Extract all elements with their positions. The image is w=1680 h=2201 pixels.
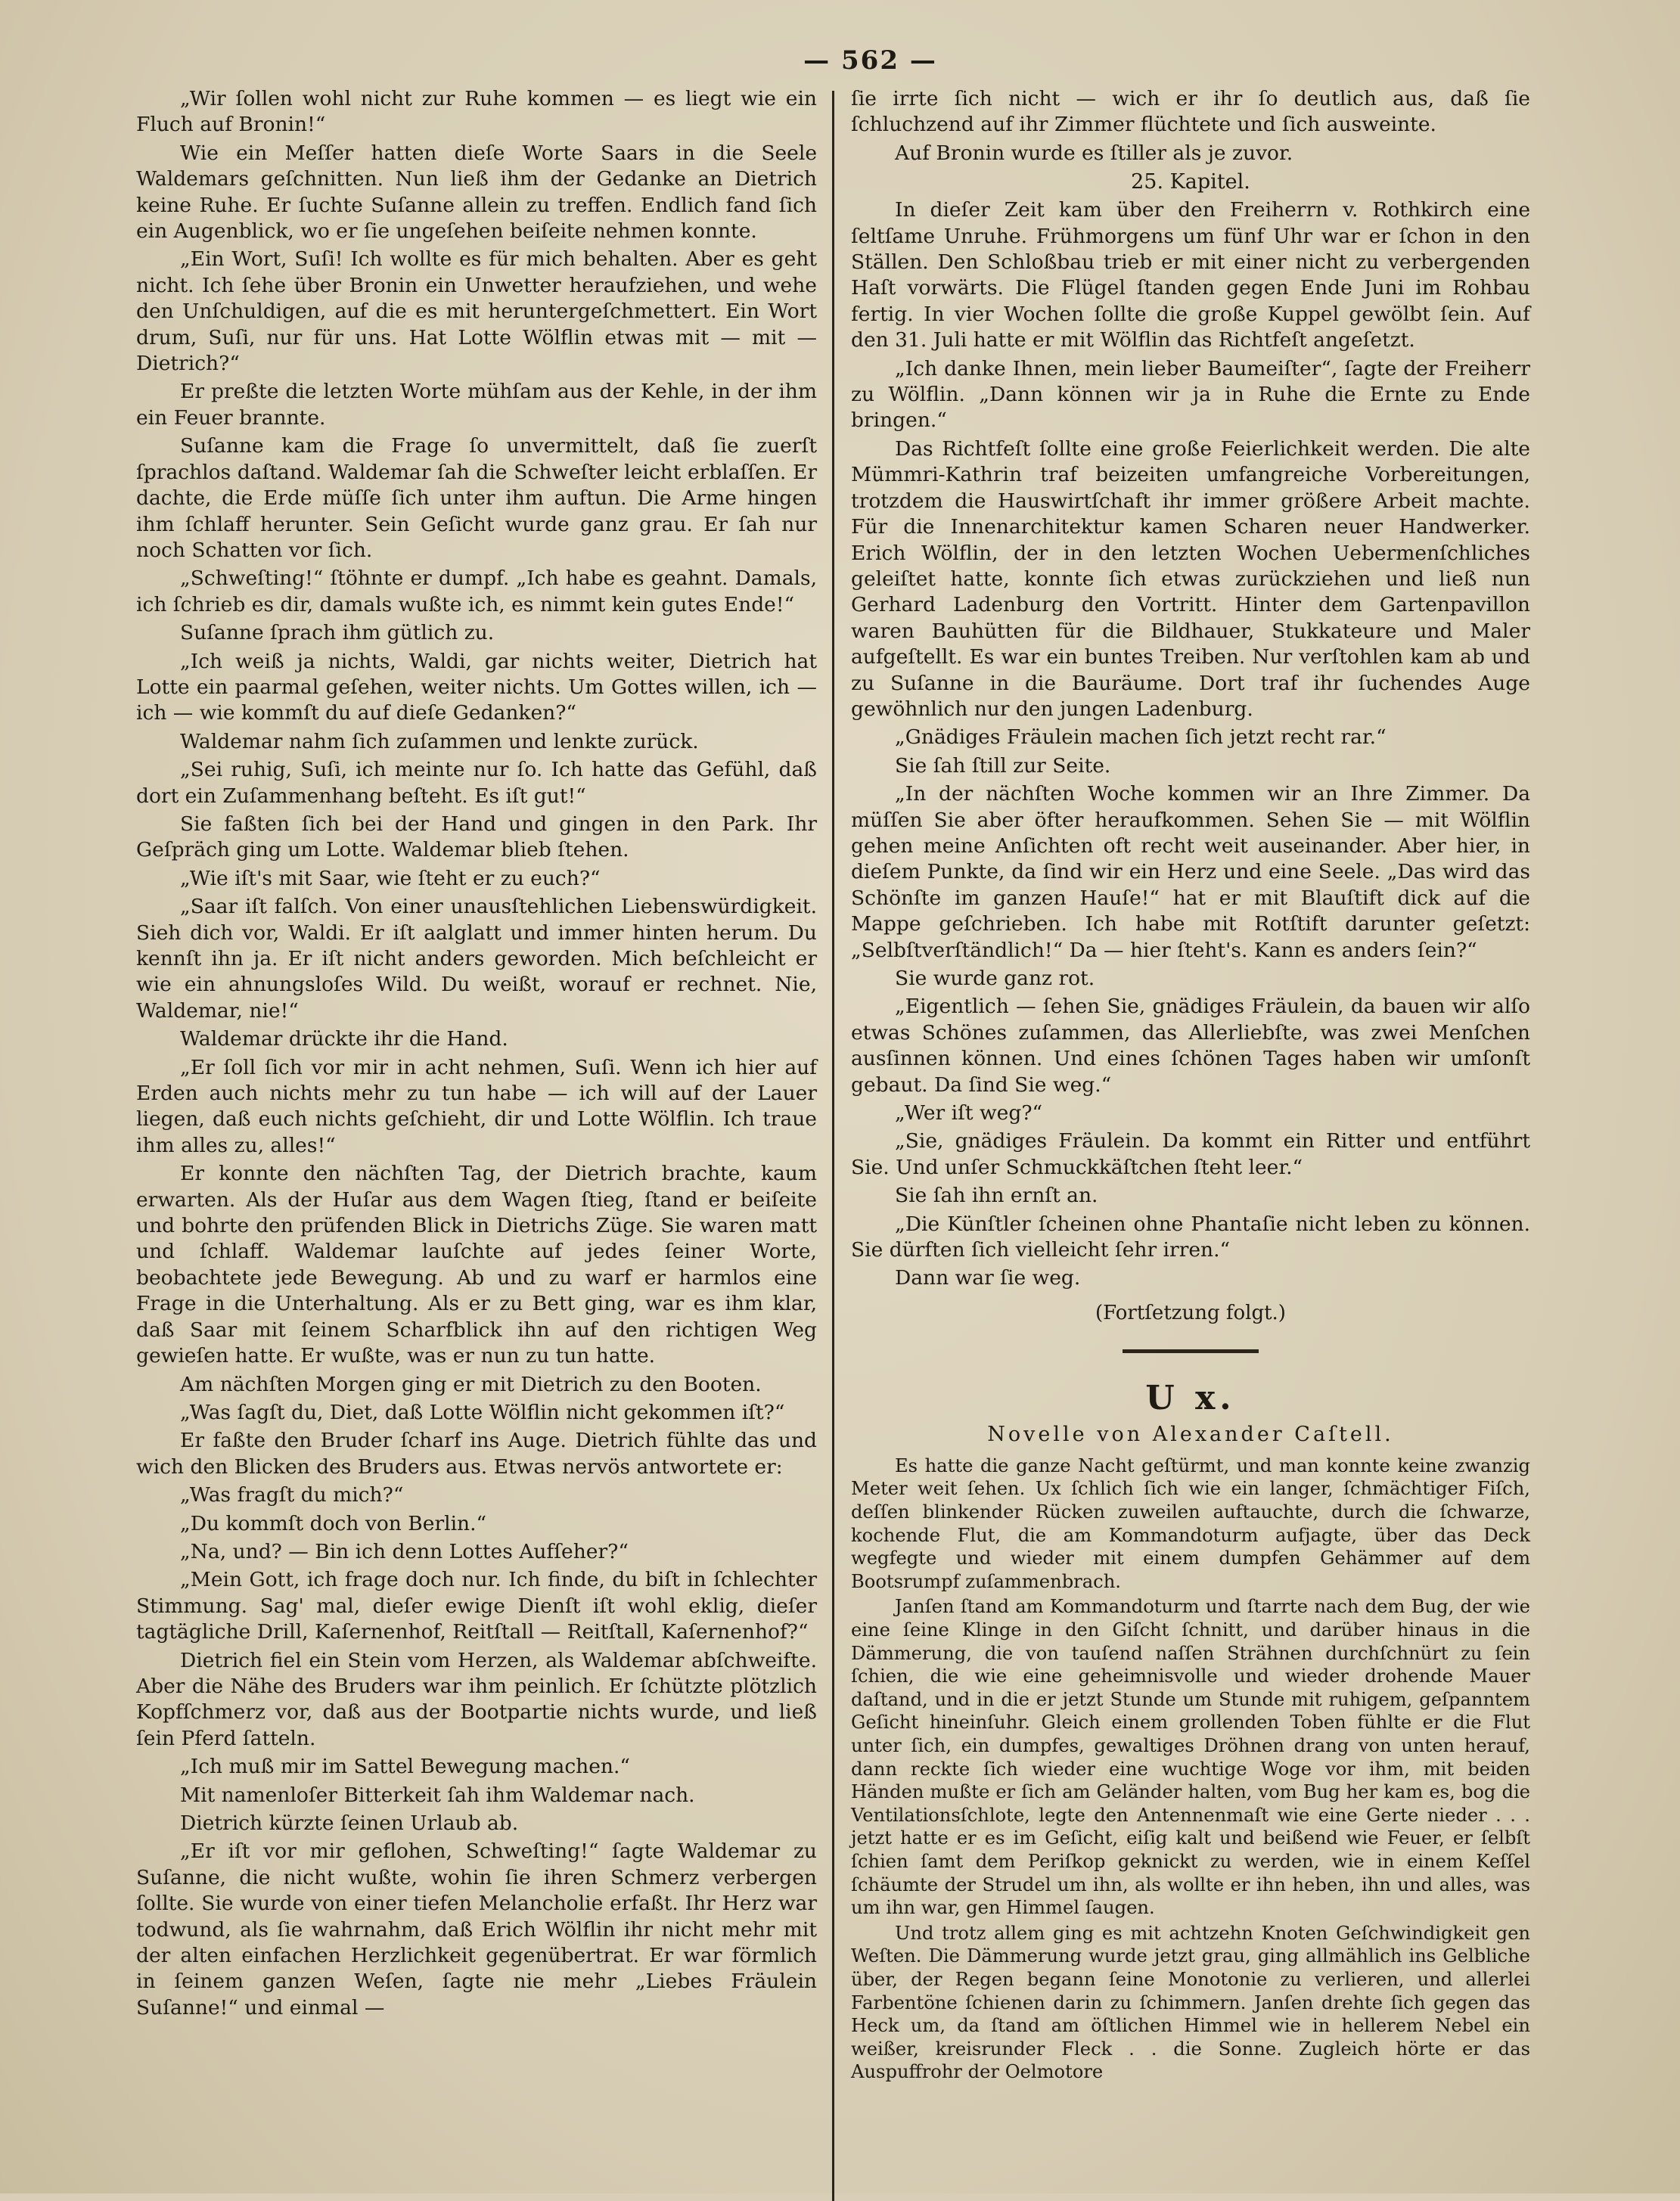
paragraph: Waldemar drückte ihr die Hand. (180, 1027, 508, 1051)
paragraph: „Saar iſt falſch. Von einer unausſtehlichen Liebenswürdigkeit. Sieh dich vor, Waldi. Er iſt aalglatt und immer hinten herum. Du kennſt ihn ja. Er iſt nicht anders geworden. Mich beſchleicht er wie ein ahnungsloſes Wild. Du weißt, worauf er rechnet. Nie, Waldemar, nie!“ (136, 895, 817, 1023)
chapter-heading: 25. Kapitel. (1131, 170, 1250, 194)
paragraph: Am nächſten Morgen ging er mit Dietrich zu den Booten. (180, 1372, 762, 1396)
paragraph: „Er iſt vor mir geflohen, Schweſting!“ ſagte Waldemar zu Suſanne, die nicht wußte, wohin ſie ihren Schmerz verbergen ſollte. Sie wurde von einer tiefen Melancholie erfaßt. Ihr Herz war todwund, als ſie wahrnahm, daß Erich Wölflin ihr nicht mehr mit der alten einfachen Herzlichkeit gegenübertrat. Er war förmlich in ſeinem ganzen Weſen, ſagte nie mehr „Liebes Fräulein Suſanne!“ und einmal — (136, 1839, 817, 2019)
paragraph: Dann war ſie weg. (895, 1266, 1081, 1290)
paragraph: Und trotz allem ging es mit achtzehn Knoten Geſchwindigkeit gen Weſten. Die Dämmerung wurde jetzt grau, ging allmählich ins Gelbliche über, der Regen begann ſeine Monotonie zu verlieren, und allerlei Farbentöne ſchienen darin zu ſchimmern. Janſen drehte ſich gegen das Heck um, da ſtand am öſtlichen Himmel wie in hellerem Nebel ein weißer, kreisrunder Fleck . . die Sonne. Zugleich hörte er das Auspuffrohr der Oelmotore (851, 1922, 1530, 2083)
paragraph: „Ein Wort, Suſi! Ich wollte es für mich behalten. Aber es geht nicht. Ich ſehe über Bronin ein Unwetter heraufziehen, und wehe den Unſchuldigen, auf die es mit heruntergeſchmettert. Ein Wort drum, Suſi, nur für uns. Hat Lotte Wölflin etwas mit — mit — Dietrich?“ (136, 247, 817, 376)
paragraph: „Ich weiß ja nichts, Waldi, gar nichts weiter, Dietrich hat Lotte ein paarmal geſehen, weiter nichts. Um Gottes willen, ich — ich — wie kommſt du auf dieſe Gedanken?“ (136, 649, 817, 725)
paragraph: „Die Künſtler ſcheinen ohne Phantaſie nicht leben zu können. Sie dürften ſich vielleicht ſehr irren.“ (851, 1212, 1530, 1262)
paragraph: Sie ſah ſtill zur Seite. (895, 753, 1111, 778)
paragraph: Sie ſah ihn ernſt an. (895, 1184, 1098, 1208)
paragraph: „Sie, gnädiges Fräulein. Da kommt ein Ritter und entführt Sie. Und unſer Schmuckkäſtchen ſteht leer.“ (851, 1129, 1530, 1179)
paragraph: ſie irrte ſich nicht — wich er ihr ſo deutlich aus, daß ſie ſchluchzend auf ihr Zimmer flüchtete und ſich ausweinte. (851, 87, 1530, 137)
paragraph: „Was ſagſt du, Diet, daß Lotte Wölflin nicht gekommen iſt?“ (180, 1400, 785, 1424)
paragraph: „Sei ruhig, Suſi, ich meinte nur ſo. Ich hatte das Gefühl, daß dort ein Zuſammenhang beſteht. Es iſt gut!“ (136, 758, 817, 808)
page-number: — 562 — (803, 45, 937, 76)
paragraph: Suſanne ſprach ihm gütlich zu. (180, 621, 495, 645)
paragraph: „Wer iſt weg?“ (895, 1101, 1043, 1125)
paragraph: Er konnte den nächſten Tag, der Dietrich brachte, kaum erwarten. Als der Huſar aus dem Wagen ſtieg, ſtand er beiſeite und bohrte den prüfenden Blick in Dietrichs Züge. Sie waren matt und ſchlaff. Waldemar lauſchte auf jedes ſeiner Worte, beobachtete jede Bewegung. Ab und zu warf er harmlos eine Frage in die Unterhaltung. Als er zu Bett ging, war es ihm klar, daß Saar mit ſeinem Scharfblick ihn auf den richtigen Weg gewieſen hatte. Er wußte, was er nun zu tun hatte. (136, 1162, 817, 1368)
paragraph: Wie ein Meſſer hatten dieſe Worte Saars in die Seele Waldemars geſchnitten. Nun ließ ihm der Gedanke an Dietrich keine Ruhe. Er ſuchte Suſanne allein zu treffen. Endlich fand ſich ein Augenblick, wo er ſie ungeſehen beiſeite nehmen konnte. (136, 141, 817, 244)
paragraph: Er preßte die letzten Worte mühſam aus der Kehle, in der ihm ein Feuer brannte. (136, 380, 817, 430)
paragraph: „Er ſoll ſich vor mir in acht nehmen, Suſi. Wenn ich hier auf Erden auch nichts mehr zu tun habe — ich will auf der Lauer liegen, daß euch nichts geſchieht, dir und Lotte Wölflin. Ich traue ihm alles zu, alles!“ (136, 1055, 817, 1157)
paragraph: „Du kommſt doch von Berlin.“ (180, 1511, 487, 1535)
paragraph: „Na, und? — Bin ich denn Lottes Aufſeher?“ (180, 1539, 629, 1563)
section-rule (1123, 1349, 1259, 1353)
paragraph: „Mein Gott, ich frage doch nur. Ich finde, du biſt in ſchlechter Stimmung. Sag' mal, dieſer ewige Dienſt iſt wohl eklig, dieſer tagtägliche Drill, Kaſernenhof, Reitſtall — Reitſtall, Kaſernenhof?“ (136, 1568, 817, 1644)
paragraph: Sie faßten ſich bei der Hand und gingen in den Park. Ihr Geſpräch ging um Lotte. Waldemar blieb ſtehen. (136, 812, 817, 862)
paragraph: Suſanne kam die Frage ſo unvermittelt, daß ſie zuerſt ſprachlos daſtand. Waldemar ſah die Schweſter leicht erblaſſen. Er dachte, die Erde müſſe ſich unter ihm auftun. Die Arme hingen ihm ſchlaff herunter. Sein Geſicht wurde ganz grau. Er ſah nur noch Schatten vor ſich. (136, 434, 817, 562)
paragraph: „In der nächſten Woche kommen wir an Ihre Zimmer. Da müſſen Sie aber öfter heraufkommen. Sehen Sie — mit Wölflin gehen meine Anſichten oft recht weit auseinander. Aber hier, in dieſem Punkte, da ſind wir ein Herz und eine Seele. „Das wird das Schönſte im ganzen Hauſe!“ hat er mit Blauſtift dick auf die Mappe geſchrieben. Ich habe mit Rotſtift darunter geſetzt: „Selbſtverſtändlich!“ Da — hier ſteht's. Kann es anders ſein?“ (851, 782, 1530, 962)
paragraph: „Ich danke Ihnen, mein lieber Baumeiſter“, ſagte der Freiherr zu Wölflin. „Dann können wir ja in Ruhe die Ernte zu Ende bringen.“ (851, 356, 1530, 433)
paragraph: Sie wurde ganz rot. (895, 967, 1095, 990)
paragraph: Es hatte die ganze Nacht geſtürmt, und man konnte keine zwanzig Meter weit ſehen. Ux ſchlich ſich wie ein langer, ſchmächtiger Fiſch, deſſen blinkender Rücken zuweilen auftauchte, durch die ſchwarze, kochende Flut, die am Kommandoturm aufjagte, über das Deck wegfegte und wieder mit einem dumpfen Gehämmer auf dem Bootsrumpf zuſammenbrach. (851, 1454, 1530, 1592)
chapter-continuation (851, 86, 1530, 166)
paragraph: „Gnädiges Fräulein machen ſich jetzt recht rar.“ (895, 725, 1387, 750)
paragraph: „Was fragſt du mich?“ (180, 1483, 404, 1507)
paragraph: Waldemar nahm ſich zuſammen und lenkte zurück. (180, 729, 699, 753)
paragraph: Janſen ſtand am Kommandoturm und ſtarrte nach dem Bug, der wie eine ſeine Klinge in den Giſcht ſchnitt, und darüber hinaus in die Dämmerung, die von tauſend naſſen Strähnen durchſchnürt zu ſein ſchien, die wie eine geheimnisvolle und wieder drohende Mauer daſtand, und in die er jetzt Stunde um Stunde mit ruhigem, geſpanntem Geſicht hineinſuhr. Gleich einem grollenden Toben fühlte er die Flut unter ſich, ein dumpfes, gewaltiges Dröhnen drang von unten herauf, dann reckte ſich wieder eine wuchtige Woge vor ihm, mit beiden Händen mußte er ſich am Geländer halten, vom Bug her kam es, bog die Ventilationsſchlote, legte den Antennenmaſt wie eine Gerte nieder . . . jetzt hatte er es im Geſicht, eiſig kalt und beißend wie Feuer, er ſelbſt ſchien ſamt dem Periſkop geknickt zu werden, wie in einem Keſſel ſchäumte der Strudel um ihn, als wollte er ihn heben, ihn und alles, was um ihn war, gen Himmel ſaugen. (851, 1596, 1530, 1919)
story-title: U x. (1145, 1378, 1236, 1417)
paragraph: „Ich muß mir im Sattel Bewegung machen.“ (180, 1755, 630, 1779)
paragraph: Er faßte den Bruder ſcharf ins Auge. Dietrich fühlte das und wich den Blicken des Bruders aus. Etwas nervös antwortete er: (136, 1429, 817, 1479)
story-byline: Novelle von Alexander Caſtell. (987, 1422, 1394, 1446)
left-column (136, 86, 832, 2201)
right-column (834, 86, 1530, 2201)
paragraph: Das Richtfeſt ſollte eine große Feierlichkeit werden. Die alte Mümmri-Kathrin traf beizeiten umfangreiche Vorbereitungen, trotzdem die Hauswirtſchaft ihr immer größere Arbeit machte. Für die Innenarchitektur kamen Scharen neuer Handwerker. Erich Wölflin, der in den letzten Wochen Uebermenſchliches geleiſtet hatte, konnte ſich etwas zurückziehen und ließ nun Gerhard Ladenburg den Vortritt. Hinter dem Gartenpavillon waren Bauhütten für die Bildhauer, Stukkateure und Maler aufgeſtellt. Es war ein buntes Treiben. Nur verſtohlen kam ab und zu Suſanne in die Bauräume. Dort traf ihr ſuchendes Auge gewöhnlich nur den jungen Ladenburg. (851, 436, 1530, 721)
paragraph: „Wie iſt's mit Saar, wie ſteht er zu euch?“ (180, 866, 601, 890)
continued-note: (Fortſetzung folgt.) (1095, 1301, 1286, 1324)
paragraph: Mit namenloſer Bitterkeit ſah ihm Waldemar nach. (180, 1783, 695, 1807)
paragraph: „Schweſting!“ ſtöhnte er dumpf. „Ich habe es geahnt. Damals, ich ſchrieb es dir, damals wußte ich, es nimmt kein gutes Ende!“ (136, 567, 817, 616)
story-text (851, 1454, 1530, 2084)
paragraph: Auf Bronin wurde es ſtiller als je zuvor. (895, 141, 1293, 165)
paragraph: „Wir ſollen wohl nicht zur Ruhe kommen — es liegt wie ein Fluch auf Bronin!“ (136, 87, 817, 137)
columns (136, 86, 1604, 2201)
paragraph: Dietrich fiel ein Stein vom Herzen, als Waldemar abſchweifte. Aber die Nähe des Bruders war ihm peinlich. Er ſchützte plötzlich Kopfſchmerz vor, daß aus der Bootpartie nichts wurde, und ließ ſein Pferd ſatteln. (136, 1648, 817, 1750)
chapter-text (851, 197, 1530, 1292)
paragraph: In dieſer Zeit kam über den Freiherrn v. Rothkirch eine ſeltſame Unruhe. Frühmorgens um fünf Uhr war er ſchon in den Ställen. Den Schloßbau trieb er mit einer nicht zu verbergenden Haſt vorwärts. Die Flügel ſtanden gegen Ende Juni im Rohbau fertig. In vier Wochen ſollte die große Kuppel gewölbt ſein. Auf den 31. Juli hatte er mit Wölflin das Richtfeſt angeſetzt. (851, 198, 1530, 352)
paragraph: „Eigentlich — ſehen Sie, gnädiges Fräulein, da bauen wir alſo etwas Schönes zuſammen, das Allerliebſte, was zwei Menſchen ausſinnen können. Und eines ſchönen Tages haben wir umſonſt gebaut. Da ſind Sie weg.“ (851, 995, 1530, 1097)
paragraph: Dietrich kürzte ſeinen Urlaub ab. (180, 1811, 519, 1835)
